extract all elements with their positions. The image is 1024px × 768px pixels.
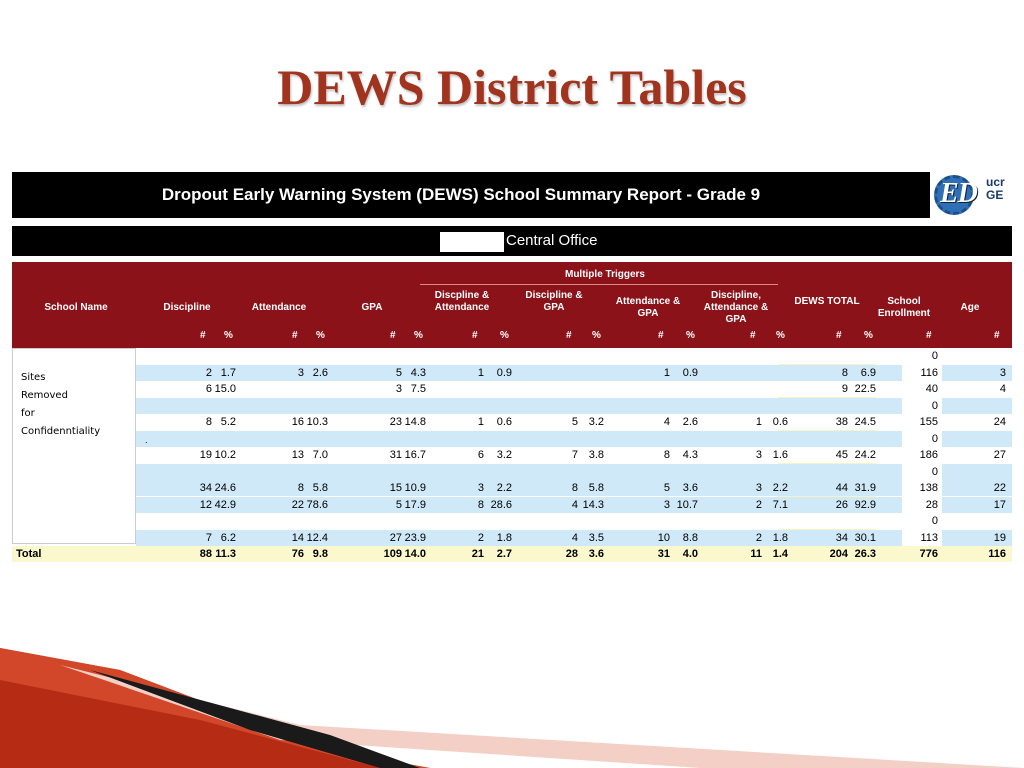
table-row: [12, 447, 1012, 463]
table-cell: 19: [993, 531, 1006, 544]
table-cell: 1: [477, 416, 484, 428]
table-cell: 27: [389, 531, 402, 544]
table-cell: 1.8: [772, 531, 788, 544]
table-cell: 45: [835, 449, 848, 461]
subheader-count: #: [658, 330, 664, 341]
stray-dot: .: [145, 435, 148, 445]
header-enrollment: School Enrollment: [877, 296, 931, 319]
table-cell: 10.7: [676, 498, 698, 511]
table-row: [12, 381, 1012, 397]
row-band-age: [942, 348, 1012, 364]
header-age: Age: [960, 302, 980, 313]
table-cell: 22: [291, 498, 304, 511]
subheader-percent: %: [686, 330, 695, 341]
educator-logo: ED ucr GE: [934, 172, 1012, 218]
table-cell: 138: [919, 482, 938, 494]
total-cell: 76: [291, 548, 304, 560]
table-cell: 155: [919, 416, 938, 428]
subheader-percent: %: [776, 330, 785, 341]
table-cell: 3.8: [588, 449, 604, 461]
table-cell: 8: [571, 482, 578, 494]
table-cell: 28.6: [490, 498, 512, 511]
table-row: [12, 530, 1012, 546]
school-name-column: [12, 348, 148, 544]
subheader-count: #: [836, 330, 842, 341]
table-cell: 10: [657, 531, 670, 544]
table-cell: 4: [571, 498, 578, 511]
total-cell: 116: [988, 548, 1006, 560]
row-band: [136, 431, 902, 447]
report-title-bar: [12, 172, 930, 218]
row-band: [136, 365, 902, 381]
header-att-gpa: Attendance & GPA: [615, 296, 681, 319]
table-row: [12, 414, 1012, 430]
table-cell: 6: [477, 449, 484, 461]
table-body: [12, 348, 1012, 562]
table-row: [12, 398, 1012, 414]
table-cell: 15: [389, 482, 402, 494]
table-cell: 17.9: [404, 498, 426, 511]
table-cell: 2.6: [312, 366, 328, 379]
header-disc-att: Discpline & Attendance: [434, 290, 490, 313]
table-cell: 15.0: [214, 383, 236, 395]
table-row: [12, 513, 1012, 529]
table-cell: 24.2: [854, 449, 876, 461]
table-cell: 1: [663, 366, 670, 379]
table-cell: 14: [291, 531, 304, 544]
table-cell: 7.1: [772, 498, 788, 511]
table-cell: 30.1: [854, 531, 876, 544]
subheader-percent: %: [864, 330, 873, 341]
table-cell: 3: [755, 482, 762, 494]
table-cell: 3: [999, 366, 1006, 379]
table-cell: 22.5: [854, 383, 876, 395]
table-cell: 92.9: [854, 498, 876, 511]
table-cell: 12.4: [306, 531, 328, 544]
table-cell: 10.2: [214, 449, 236, 461]
table-cell: 24.5: [854, 416, 876, 428]
table-cell: 8: [205, 416, 212, 428]
table-cell: 14.3: [582, 498, 604, 511]
total-cell: 1.4: [772, 548, 788, 560]
table-cell: 31: [389, 449, 402, 461]
table-cell: 22: [993, 482, 1006, 494]
table-cell: 78.6: [306, 498, 328, 511]
table-cell: 16: [291, 416, 304, 428]
subheader-percent: %: [500, 330, 509, 341]
table-row: [12, 480, 1012, 496]
confidentiality-note: Sites Removed for Confidenntiality: [21, 372, 101, 437]
table-row: [12, 431, 1012, 447]
table-cell: 34: [199, 482, 212, 494]
header-discipline: Discipline: [163, 302, 211, 313]
table-cell: 5: [395, 366, 402, 379]
table-cell: 0: [931, 515, 938, 527]
table-cell: 2.2: [496, 482, 512, 494]
table-cell: 3: [755, 449, 762, 461]
table-cell: 2: [755, 498, 762, 511]
table-cell: 186: [919, 449, 938, 461]
table-cell: 4: [571, 531, 578, 544]
total-cell: 31: [657, 548, 670, 560]
table-cell: 6.2: [220, 531, 236, 544]
table-cell: 3.5: [588, 531, 604, 544]
table-cell: 10.3: [306, 416, 328, 428]
table-cell: 42.9: [214, 498, 236, 511]
table-cell: 44: [835, 482, 848, 494]
subheader-count: #: [926, 330, 932, 341]
table-cell: 40: [925, 383, 938, 395]
table-cell: 9: [841, 383, 848, 395]
table-cell: 0.6: [496, 416, 512, 428]
table-cell: 3.2: [588, 416, 604, 428]
table-cell: 8: [663, 449, 670, 461]
table-cell: 24.6: [214, 482, 236, 494]
total-cell: 776: [919, 548, 938, 560]
table-cell: 8: [297, 482, 304, 494]
total-cell: 21: [471, 548, 484, 560]
total-cell: 26.3: [854, 548, 876, 560]
table-row: [12, 348, 1012, 364]
table-cell: 2.6: [682, 416, 698, 428]
header-gpa: GPA: [361, 302, 383, 313]
header-multiple-triggers: Multiple Triggers: [564, 269, 645, 280]
total-cell: 88: [199, 548, 212, 560]
subheader-percent: %: [224, 330, 233, 341]
table-cell: 5: [571, 416, 578, 428]
table-cell: 3: [663, 498, 670, 511]
table-cell: 3.2: [496, 449, 512, 461]
table-cell: 5: [663, 482, 670, 494]
table-cell: 26: [835, 498, 848, 511]
report-title: Dropout Early Warning System (DEWS) School Summary Report - Grade 9: [161, 185, 761, 204]
subheader-percent: %: [316, 330, 325, 341]
header-disc-gpa: Discipline & GPA: [525, 290, 583, 313]
table-cell: 24: [993, 416, 1006, 428]
table-cell: 14.8: [404, 416, 426, 428]
subheader-count: #: [750, 330, 756, 341]
table-cell: 1.7: [220, 366, 236, 379]
table-row: [12, 365, 1012, 381]
table-cell: 13: [291, 449, 304, 461]
office-name: Central Office: [506, 232, 598, 249]
table-cell: 8: [841, 366, 848, 379]
total-cell: 3.6: [588, 548, 604, 560]
slide-title: DEWS District Tables: [277, 59, 747, 115]
table-cell: 10.9: [404, 482, 426, 494]
row-band-age: [942, 513, 1012, 529]
total-cell: 9.8: [312, 548, 328, 560]
table-cell: 28: [925, 498, 938, 511]
table-cell: 0: [931, 432, 938, 445]
total-cell: 2.7: [496, 548, 512, 560]
table-cell: 7: [571, 449, 578, 461]
table-cell: 3: [477, 482, 484, 494]
row-band-age: [942, 464, 1012, 480]
table-cell: 27: [993, 449, 1006, 461]
table-row: [12, 464, 1012, 480]
subheader-count: #: [472, 330, 478, 341]
table-cell: 0.6: [772, 416, 788, 428]
total-cell: 204: [829, 548, 848, 560]
row-band-age: [942, 431, 1012, 447]
table-cell: 38: [835, 416, 848, 428]
table-cell: 1.6: [772, 449, 788, 461]
table-cell: 2: [205, 366, 212, 379]
table-cell: 5.2: [220, 416, 236, 428]
total-cell: 11.3: [215, 548, 236, 560]
total-cell: 28: [565, 548, 578, 560]
header-disc-att-gpa: Discipline, Attendance & GPA: [703, 290, 769, 325]
table-cell: 6: [205, 383, 212, 395]
table-row: [12, 497, 1012, 513]
table-cell: 4.3: [682, 449, 698, 461]
table-cell: 5.8: [312, 482, 328, 494]
table-cell: 7: [205, 531, 212, 544]
table-cell: 1: [755, 416, 762, 428]
subheader-count: #: [994, 330, 1000, 341]
row-band: [136, 513, 902, 529]
row-band: [136, 381, 902, 397]
subheader-percent: %: [592, 330, 601, 341]
total-row: [12, 546, 1012, 562]
table-cell: 116: [920, 366, 938, 379]
table-cell: 113: [920, 531, 938, 544]
table-cell: 0.9: [496, 366, 512, 379]
office-bar: [12, 226, 1012, 256]
table-cell: 34: [835, 531, 848, 544]
row-band: [136, 464, 902, 480]
table-cell: 6.9: [860, 366, 876, 379]
row-band: [136, 348, 902, 364]
table-cell: 0: [931, 350, 938, 362]
table-cell: 31.9: [854, 482, 876, 494]
table-cell: 0: [931, 465, 938, 478]
total-label: Total: [16, 548, 42, 560]
total-cell: 109: [383, 548, 402, 560]
table-cell: 2: [755, 531, 762, 544]
table-cell: 23: [389, 416, 402, 428]
table-cell: 19: [199, 449, 212, 461]
redacted-box: [440, 232, 504, 252]
table-cell: 17: [993, 498, 1006, 511]
table-cell: 0.9: [682, 366, 698, 379]
subheader-count: #: [566, 330, 572, 341]
row-band: [136, 398, 902, 414]
table-cell: 2: [477, 531, 484, 544]
subheader-count: #: [390, 330, 396, 341]
table-cell: 8: [477, 498, 484, 511]
subheader-count: #: [200, 330, 206, 341]
subheader-percent: %: [414, 330, 423, 341]
table-cell: 7.0: [312, 449, 328, 461]
total-cell: 4.0: [682, 548, 698, 560]
table-cell: 5.8: [588, 482, 604, 494]
divider: [420, 284, 778, 285]
table-cell: 8.8: [682, 531, 698, 544]
table-cell: 4: [999, 383, 1006, 395]
table-cell: 5: [395, 498, 402, 511]
subheader-count: #: [292, 330, 298, 341]
table-cell: 16.7: [404, 449, 426, 461]
table-cell: 7.5: [410, 383, 426, 395]
total-cell: 11: [750, 548, 762, 560]
header-school-name: School Name: [44, 302, 108, 313]
row-band-age: [942, 398, 1012, 414]
table-header: [12, 262, 1012, 348]
total-cell: 14.0: [404, 548, 426, 560]
table-cell: 4.3: [410, 366, 426, 379]
table-cell: 4: [663, 416, 670, 428]
table-cell: 23.9: [404, 531, 426, 544]
table-cell: 1.8: [496, 531, 512, 544]
table-cell: 0: [931, 399, 938, 412]
header-attendance: Attendance: [251, 302, 307, 313]
table-cell: 1: [477, 366, 484, 379]
table-cell: 2.2: [772, 482, 788, 494]
table-cell: 12: [199, 498, 212, 511]
table-cell: 3.6: [682, 482, 698, 494]
decorative-swoosh: [0, 640, 1024, 768]
header-dews-total: DEWS TOTAL: [794, 296, 860, 307]
table-cell: 3: [395, 383, 402, 395]
table-cell: 3: [297, 366, 304, 379]
